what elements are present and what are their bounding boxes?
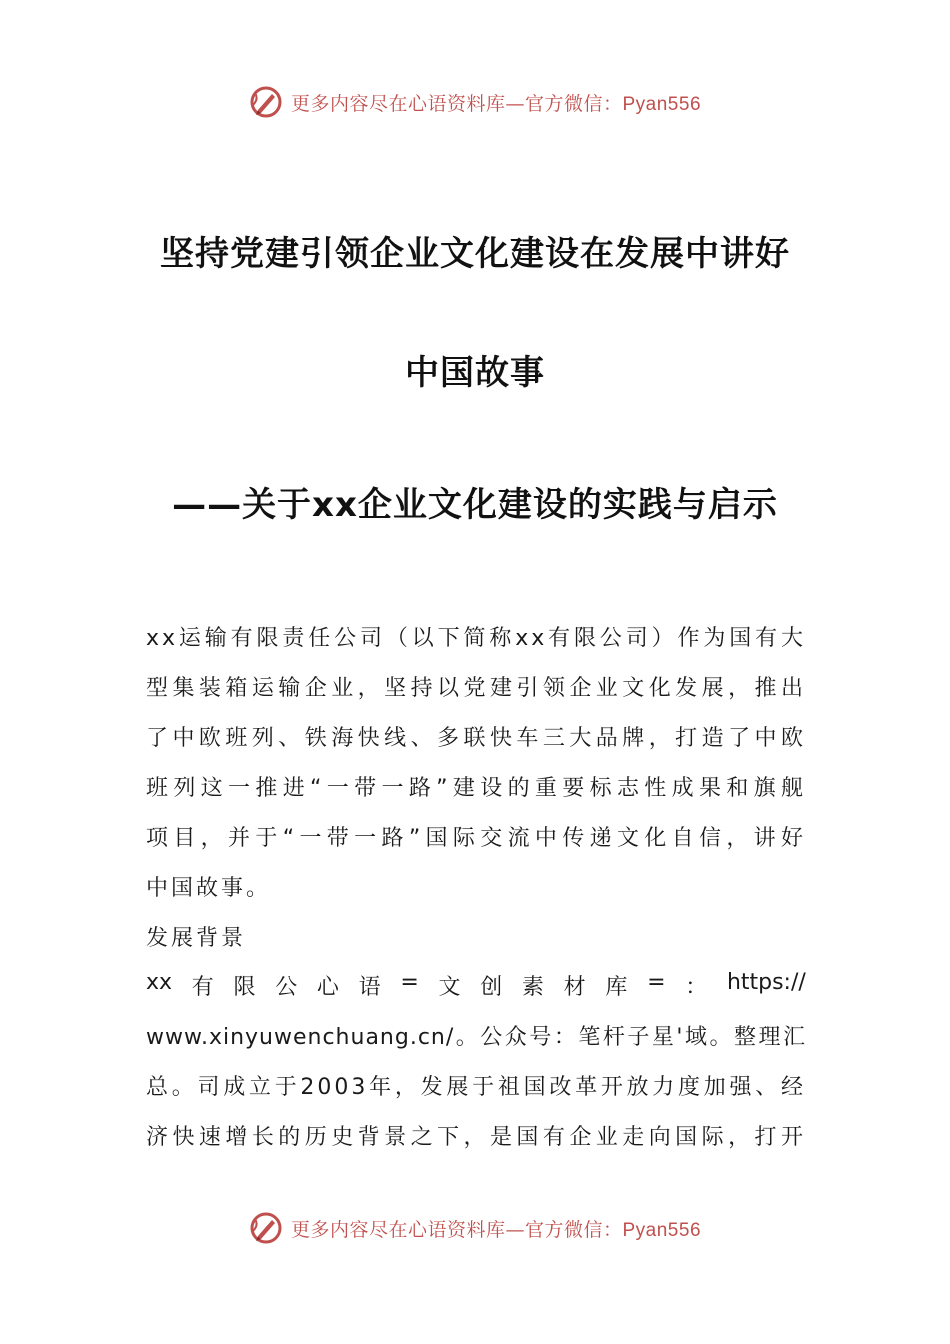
paragraph-line: 济快速增长的历史背景之下，是国有企业走向国际，打开 — [146, 1125, 806, 1150]
spread-token: 创 — [480, 975, 503, 1000]
spread-token: 公 — [275, 975, 298, 1000]
header-wechat-id: Pyan556 — [622, 93, 702, 115]
paragraph-line: 班列这一推进“一带一路”建设的重要标志性成果和旗舰 — [146, 776, 806, 801]
footer-banner-label: 更多内容尽在心语资料库—官方微信： — [290, 1218, 623, 1241]
paragraph-line: 型集装箱运输企业，坚持以党建引领企业文化发展，推出 — [146, 676, 806, 701]
section-heading: 发展背景 — [146, 926, 247, 951]
spread-token: 库 — [605, 975, 628, 1000]
spread-token: 文 — [438, 975, 461, 1000]
pen-logo-icon — [249, 85, 283, 119]
header-banner — [0, 82, 950, 122]
spread-token: = — [400, 970, 419, 995]
footer-wechat-id: Pyan556 — [622, 1219, 702, 1241]
paragraph-line: xx运输有限责任公司（以下简称xx有限公司）作为国有大 — [146, 626, 806, 651]
document-subtitle: ——关于xx企业文化建设的实践与启示 — [172, 485, 778, 525]
footer-banner — [0, 1208, 950, 1248]
spread-token: 材 — [563, 975, 586, 1000]
spread-token: 素 — [521, 975, 544, 1000]
spread-token: 语 — [358, 975, 381, 1000]
spread-token: https:// — [726, 970, 806, 995]
spread-token: xx — [146, 970, 173, 995]
document-title-line1: 坚持党建引领企业文化建设在发展中讲好 — [160, 234, 790, 274]
paragraph-spread-line — [146, 970, 806, 1001]
paragraph-line: 项目，并于“一带一路”国际交流中传递文化自信，讲好 — [146, 826, 806, 851]
spread-token: = — [647, 970, 666, 995]
paragraph-line: 了中欧班列、铁海快线、多联快车三大品牌，打造了中欧 — [146, 726, 806, 751]
footer-banner-text — [291, 1215, 701, 1242]
header-banner-label: 更多内容尽在心语资料库—官方微信： — [290, 92, 623, 115]
pen-logo-icon — [249, 1211, 283, 1245]
spread-token: ： — [685, 975, 708, 1000]
spread-token: 有 — [191, 975, 214, 1000]
header-banner-text — [291, 89, 701, 116]
spread-token: 限 — [233, 975, 256, 1000]
paragraph-line: www.xinyuwenchuang.cn/。公众号：笔杆子星'域。整理汇 — [146, 1025, 806, 1050]
paragraph-line: 中国故事。 — [146, 876, 272, 901]
paragraph-line: 总。司成立于2003年，发展于祖国改革开放力度加强、经 — [146, 1075, 806, 1100]
document-title-line2: 中国故事 — [405, 353, 545, 393]
spread-token: 心 — [316, 975, 339, 1000]
